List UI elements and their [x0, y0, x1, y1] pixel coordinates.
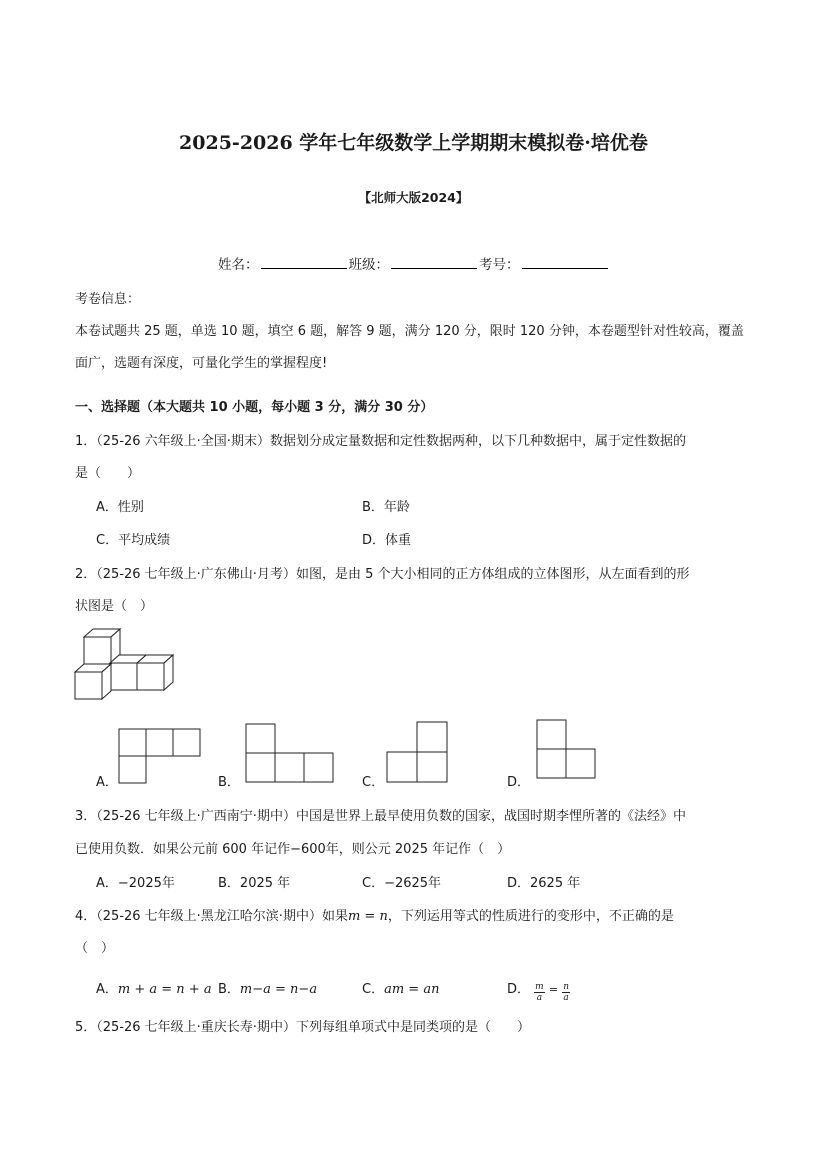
- exam-info-heading: 考卷信息：: [75, 292, 141, 307]
- q1-option-b[interactable]: B．年龄: [362, 500, 410, 515]
- q2-option-c-shape[interactable]: [387, 722, 447, 782]
- q2-option-d-label[interactable]: D．: [507, 775, 531, 790]
- q4-option-d-frac-left: [534, 982, 545, 1003]
- q4-stem-part1: 4．（25-26 七年级上·黑龙江哈尔滨·期中）如果: [75, 909, 348, 924]
- q4-option-b-label: B．: [218, 982, 240, 997]
- q1-option-c[interactable]: C．平均成绩: [96, 533, 171, 548]
- q4-stem-math: m = n: [347, 909, 388, 924]
- q3-option-a[interactable]: A．−2025年: [96, 876, 175, 891]
- q4-option-d-equals: =: [548, 983, 559, 996]
- question-5-stem: 5．（25-26 七年级上·重庆长寿·期中）下列每组单项式中是同类项的是（ ）: [75, 1020, 530, 1035]
- exam-info-line-1: 本卷试题共 25 题，单选 10 题，填空 6 题，解答 9 题，满分 120 分，限时 120 分钟，本卷题型针对性较高，覆盖: [75, 324, 744, 339]
- frac-left-num: m: [535, 982, 544, 992]
- q2-option-a-shape[interactable]: [119, 729, 200, 783]
- q4-option-d[interactable]: [507, 978, 570, 1003]
- page-title: 2025-2026 学年七年级数学上学期期末模拟卷·培优卷: [179, 132, 648, 154]
- q1-option-d[interactable]: D．体重: [362, 533, 412, 548]
- q4-option-b-math: m−a = n−a: [239, 982, 318, 997]
- q3-option-b[interactable]: B．2025 年: [218, 876, 291, 891]
- page-subtitle: 【北师大版2024】: [358, 190, 469, 205]
- q2-option-d-shape[interactable]: [537, 720, 595, 778]
- q4-option-d-frac-right: [562, 982, 570, 1003]
- q4-option-a[interactable]: [96, 978, 212, 997]
- question-4-stem-cont: （ ）: [75, 941, 115, 956]
- q3-option-c[interactable]: C．−2625年: [362, 876, 442, 891]
- class-label: 班级：: [348, 257, 389, 273]
- q4-option-c-label: C．: [362, 982, 385, 997]
- q1-option-a[interactable]: A．性别: [96, 500, 144, 515]
- q4-stem-part2: ，下列运用等式的性质进行的变形中，不正确的是: [387, 909, 674, 924]
- question-1-stem-cont: 是（ ）: [75, 466, 141, 481]
- question-1-stem: 1．（25-26 六年级上·全国·期末）数据划分成定量数据和定性数据两种，以下几种数据中，属于定性数据的: [75, 434, 686, 449]
- name-label: 姓名：: [218, 257, 259, 273]
- frac-right-den: a: [563, 993, 569, 1003]
- exam-info-line-2: 面广，选题有深度，可量化学生的掌握程度!: [75, 356, 328, 371]
- section-heading: 一、选择题（本大题共 10 小题，每小题 3 分，满分 30 分）: [75, 400, 434, 415]
- frac-right-num: n: [563, 982, 569, 992]
- q4-option-a-label: A．: [96, 982, 118, 997]
- question-3-stem-cont: 已使用负数．如果公元前 600 年记作−600年，则公元 2025 年记作（ ）: [75, 842, 511, 857]
- question-3-stem: 3．（25-26 七年级上·广西南宁·期中）中国是世界上最早使用负数的国家，战国时期李悝所著的《法经》中: [75, 809, 686, 824]
- q3-option-d[interactable]: D．2625 年: [507, 876, 581, 891]
- q2-option-a-label[interactable]: A．: [96, 775, 118, 790]
- q4-option-a-math: m + a = n + a: [117, 982, 212, 997]
- number-label: 考号：: [479, 257, 520, 273]
- question-4-stem: [75, 905, 674, 924]
- cube-drawing: [75, 629, 173, 699]
- q4-option-c[interactable]: [362, 978, 439, 997]
- q4-option-b[interactable]: [218, 978, 317, 997]
- frac-left-den: a: [536, 993, 543, 1003]
- question-2-stem: 2．（25-26 七年级上·广东佛山·月考）如图，是由 5 个大小相同的正方体组成的立体图形，从左面看到的形: [75, 567, 690, 582]
- q4-option-d-label: D．: [507, 982, 531, 997]
- q4-option-c-math: am = an: [384, 982, 440, 997]
- question-2-stem-cont: 状图是（ ）: [75, 599, 154, 614]
- q2-option-b-label[interactable]: B．: [218, 775, 240, 790]
- q2-option-b-shape[interactable]: [246, 724, 333, 782]
- q2-option-c-label[interactable]: C．: [362, 775, 385, 790]
